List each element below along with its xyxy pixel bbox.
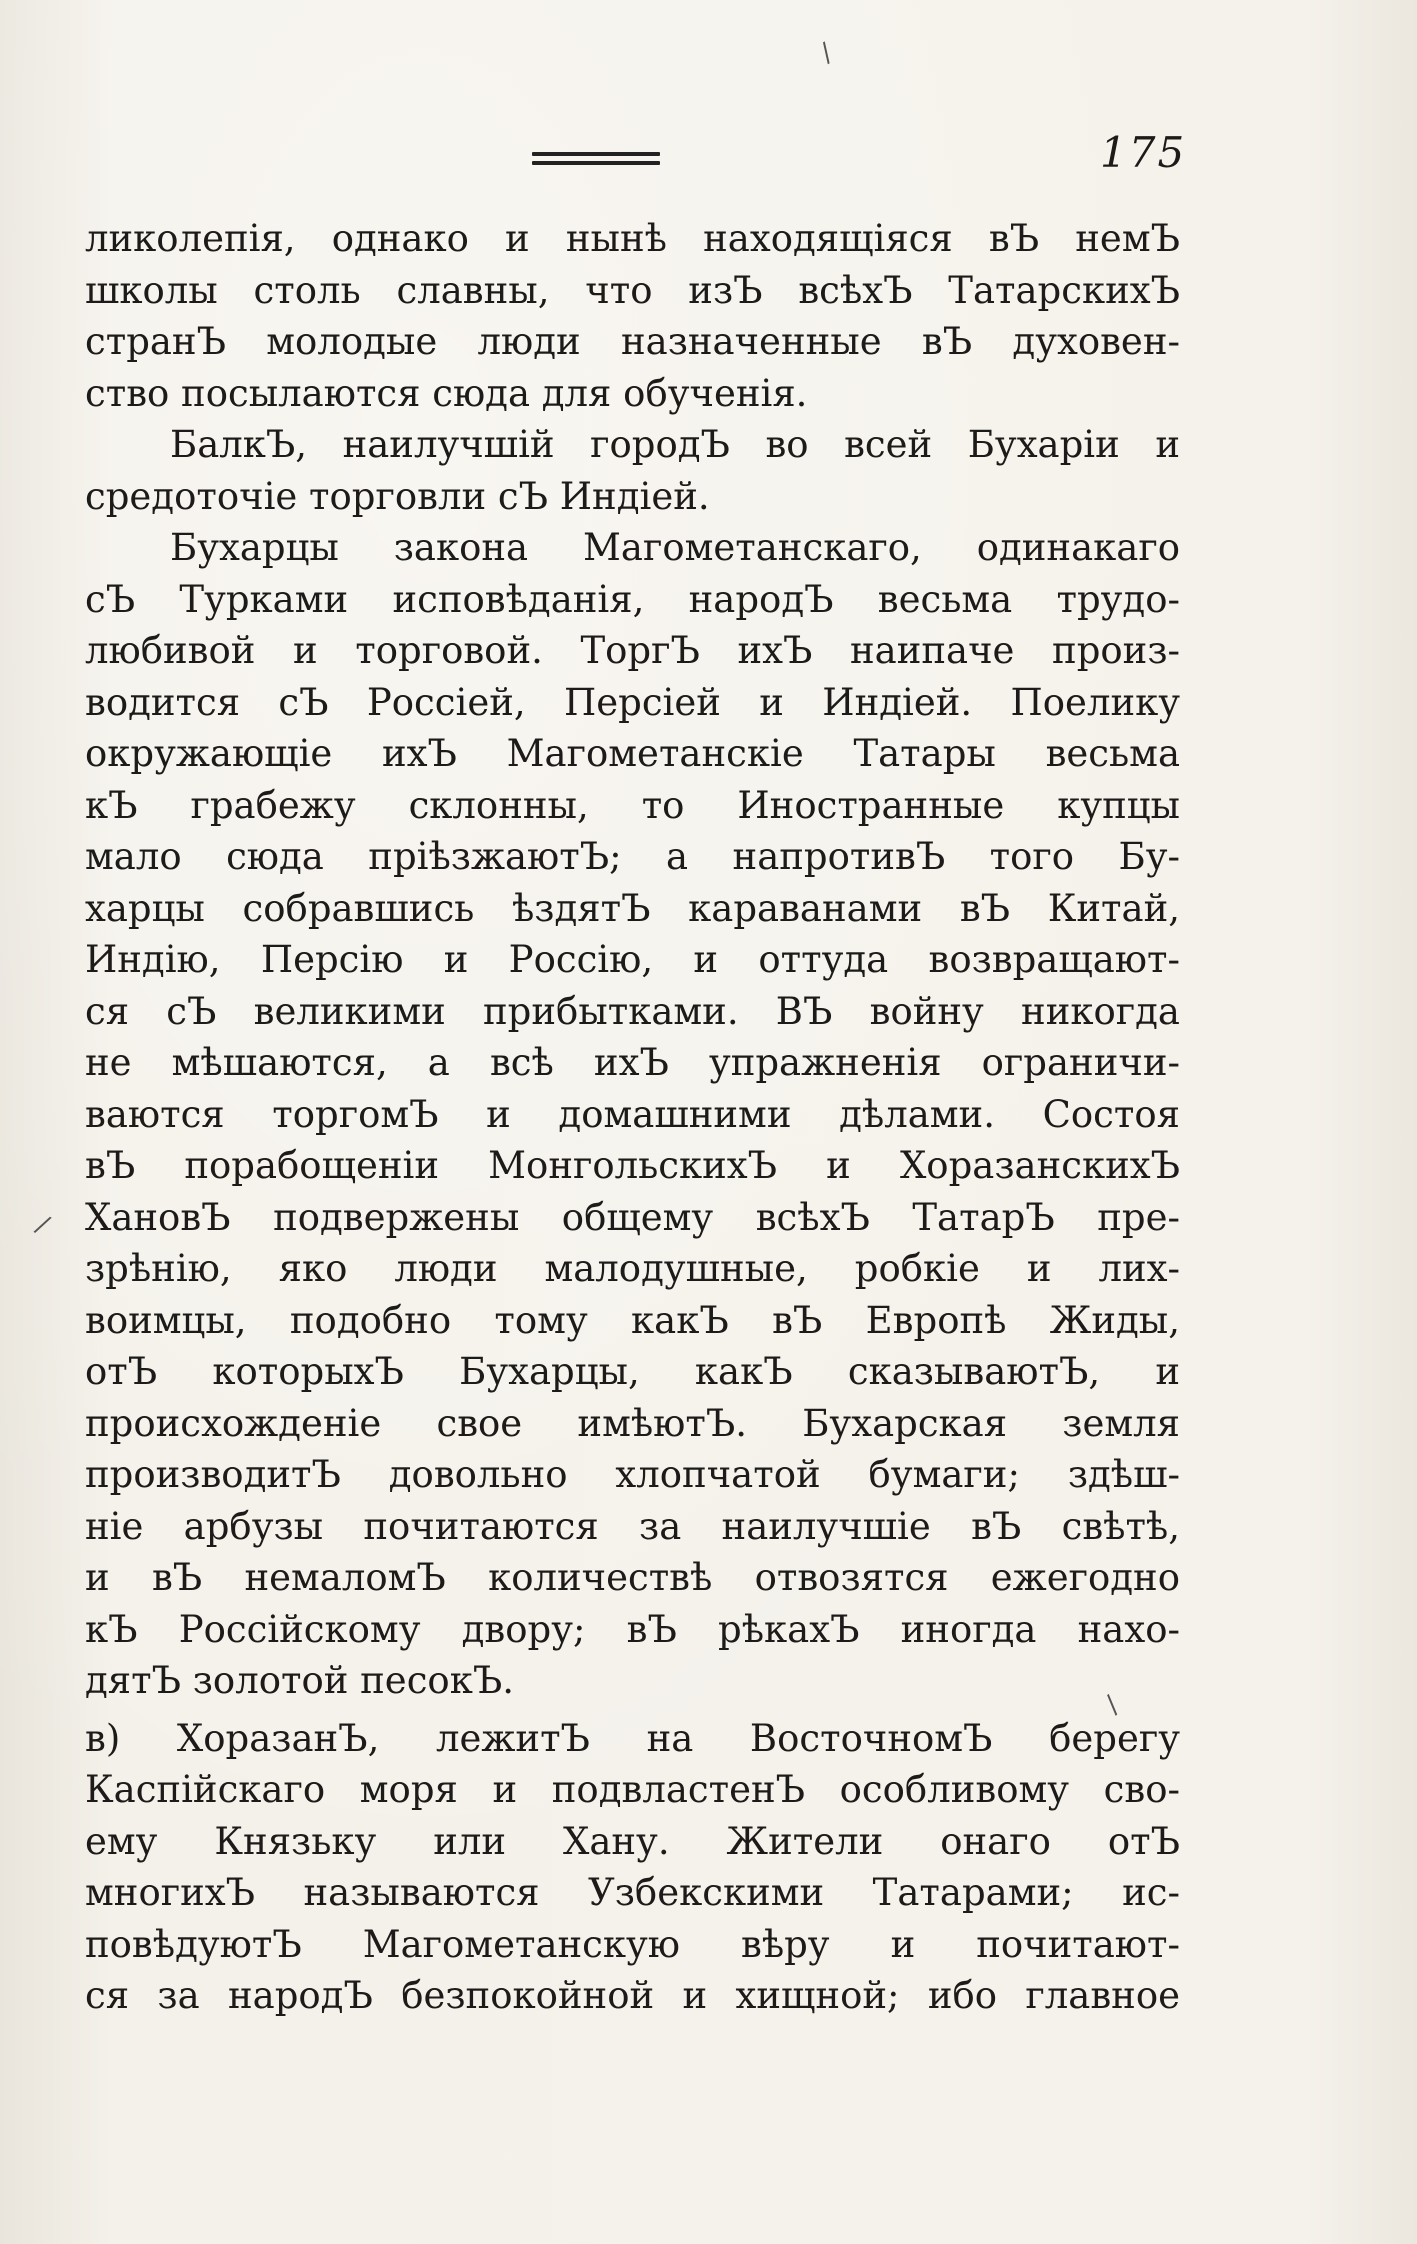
text-line: происхожденіе свое имѣютЪ. Бухарская земля xyxy=(85,1401,1180,1445)
text-line: не мѣшаются, а всѣ ихЪ упражненія ограничи- xyxy=(85,1041,1180,1084)
page-number: 175 xyxy=(1100,128,1187,177)
text-line: ему Князьку или Хану. Жители онаго отЪ xyxy=(85,1819,1180,1863)
pencil-mark: / xyxy=(815,37,838,69)
text-line: любивой и торговой. ТоргЪ ихЪ наипаче произ- xyxy=(85,629,1180,672)
text-line: Каспійскаго моря и подвластенЪ особливому сво- xyxy=(85,1768,1180,1811)
header-ornament-rule xyxy=(532,152,660,166)
paragraph xyxy=(85,419,1180,522)
body-text xyxy=(85,213,1180,2022)
paragraph xyxy=(85,522,1180,1707)
text-line: ство посылаются сюда для обученія. xyxy=(85,371,808,415)
paragraph xyxy=(85,1713,1180,2022)
text-line: ликолепія, однако и нынѣ находящіяся вЪ немЪ xyxy=(85,217,1180,260)
rule-line-top xyxy=(532,152,660,156)
text-line: ніе арбузы почитаются за наилучшіе вЪ свѣтѣ, xyxy=(85,1504,1180,1548)
text-line: отЪ которыхЪ Бухарцы, какЪ сказываютЪ, и xyxy=(85,1350,1180,1393)
text-line: странЪ молодые люди назначенные вЪ духовен- xyxy=(85,320,1180,363)
text-line: в) ХоразанЪ, лежитЪ на ВосточномЪ берегу xyxy=(85,1716,1180,1760)
text-line: кЪ грабежу склонны, то Иностранные купцы xyxy=(85,783,1180,827)
text-line: ся за народЪ безпокойной и хищной; ибо главное xyxy=(85,1974,1180,2017)
text-line: окружающіе ихЪ Магометанскіе Татары весьма xyxy=(85,732,1180,775)
text-line: воимцы, подобно тому какЪ вЪ Европѣ Жиды, xyxy=(85,1298,1180,1342)
text-line: Индію, Персію и Россію, и оттуда возвращают- xyxy=(85,938,1180,981)
pencil-mark: / xyxy=(31,1209,54,1241)
text-line: мало сюда пріѣзжаютЪ; а напротивЪ того Бу- xyxy=(85,835,1180,878)
text-line: школы столь славны, что изЪ всѣхЪ ТатарскихЪ xyxy=(85,268,1180,312)
text-line: средоточіе торговли сЪ Индіей. xyxy=(85,474,710,518)
text-line: и вЪ немаломЪ количествѣ отвозятся ежегодно xyxy=(85,1556,1180,1599)
text-line: харцы собравшись ѣздятЪ караванами вЪ Китай, xyxy=(85,886,1180,930)
text-line: многихЪ называются Узбекскими Татарами; ис- xyxy=(85,1871,1180,1914)
paragraph xyxy=(85,213,1180,419)
rule-line-bottom xyxy=(532,161,660,165)
text-line: ваются торгомЪ и домашними дѣлами. Состоя xyxy=(85,1092,1180,1136)
text-line: сЪ Турками исповѣданія, народЪ весьма трудо- xyxy=(85,577,1180,621)
pencil-mark: / xyxy=(1099,1690,1126,1720)
text-line: ХановЪ подвержены общему всѣхЪ ТатарЪ пре- xyxy=(85,1195,1180,1239)
text-line: БалкЪ, наилучшій городЪ во всей Бухаріи и xyxy=(170,423,1180,466)
text-line: повѣдуютЪ Магометанскую вѣру и почитают- xyxy=(85,1922,1180,1966)
text-line: производитЪ довольно хлопчатой бумаги; здѣш- xyxy=(85,1453,1180,1496)
text-line: вЪ порабощеніи МонгольскихЪ и ХоразанскихЪ xyxy=(85,1144,1180,1187)
text-line: кЪ Россійскому двору; вЪ рѣкахЪ иногда нахо- xyxy=(85,1607,1180,1651)
text-line: зрѣнію, яко люди малодушные, робкіе и лих- xyxy=(85,1247,1180,1290)
text-line: ся сЪ великими прибытками. ВЪ войну никогда xyxy=(85,989,1180,1033)
text-line: водится сЪ Россіей, Персіей и Индіей. Поелику xyxy=(85,680,1180,724)
text-line: дятЪ золотой песокЪ. xyxy=(85,1659,514,1702)
text-line: Бухарцы закона Магометанскаго, одинакаго xyxy=(170,526,1180,569)
